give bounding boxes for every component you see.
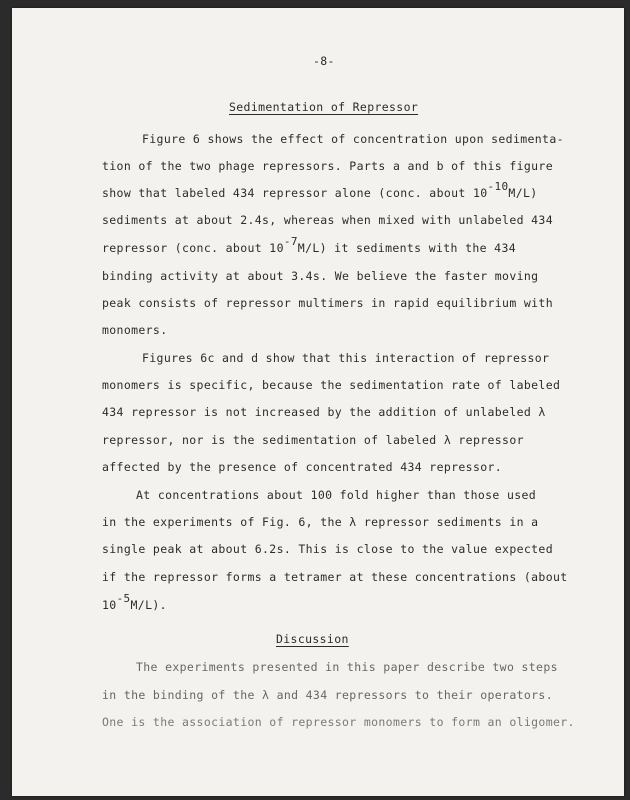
discussion-line-3: One is the association of repressor monomers to form an oligomer. — [102, 715, 575, 729]
page-number: -8- — [313, 54, 335, 68]
paragraph-3-line-2: in the experiments of Fig. 6, the λ repressor sediments in a — [102, 515, 539, 529]
paragraph-2-line-2: monomers is specific, because the sedimentation rate of labeled — [102, 378, 561, 392]
exponent: -7 — [283, 235, 298, 248]
paragraph-2-line-4: repressor, nor is the sedimentation of labeled λ repressor — [102, 433, 524, 447]
paragraph-1-line-5: repressor (conc. about 10-7M/L) it sediments with the 434 — [102, 235, 517, 255]
discussion-line-2: in the binding of the λ and 434 repressors to their operators. — [102, 688, 553, 702]
paragraph-1-line-4: sediments at about 2.4s, whereas when mixed with unlabeled 434 — [102, 213, 553, 227]
paragraph-3-line-3: single peak at about 6.2s. This is close to the value expected — [102, 542, 553, 556]
paragraph-2-line-3: 434 repressor is not increased by the addition of unlabeled λ — [102, 405, 546, 419]
exponent: -5 — [116, 592, 131, 605]
paragraph-1-line-6: binding activity at about 3.4s. We believe the faster moving — [102, 269, 539, 283]
paragraph-2-line-5: affected by the presence of concentrated 434 repressor. — [102, 460, 503, 474]
paragraph-1-line-1: Figure 6 shows the effect of concentration upon sedimenta- — [142, 132, 564, 146]
paragraph-1-line-2: tion of the two phage repressors. Parts a and b of this figure — [102, 159, 553, 173]
section-heading-discussion: Discussion — [276, 632, 349, 646]
paragraph-3-line-4: if the repressor forms a tetramer at these concentrations (about — [102, 570, 568, 584]
paragraph-2-line-1: Figures 6c and d show that this interaction of repressor — [142, 351, 550, 365]
document-page — [12, 8, 624, 796]
paragraph-3-line-1: At concentrations about 100 fold higher than those used — [136, 488, 537, 502]
paragraph-3-line-5: 10-5M/L). — [102, 592, 167, 612]
exponent: -10 — [487, 180, 509, 193]
paragraph-1-line-3: show that labeled 434 repressor alone (conc. about 10-10M/L) — [102, 180, 538, 200]
section-heading-sedimentation: Sedimentation of Repressor — [229, 100, 419, 114]
paragraph-1-line-8: monomers. — [102, 323, 168, 337]
paragraph-1-line-7: peak consists of repressor multimers in rapid equilibrium with — [102, 296, 553, 310]
discussion-line-1: The experiments presented in this paper describe two steps — [136, 660, 558, 674]
